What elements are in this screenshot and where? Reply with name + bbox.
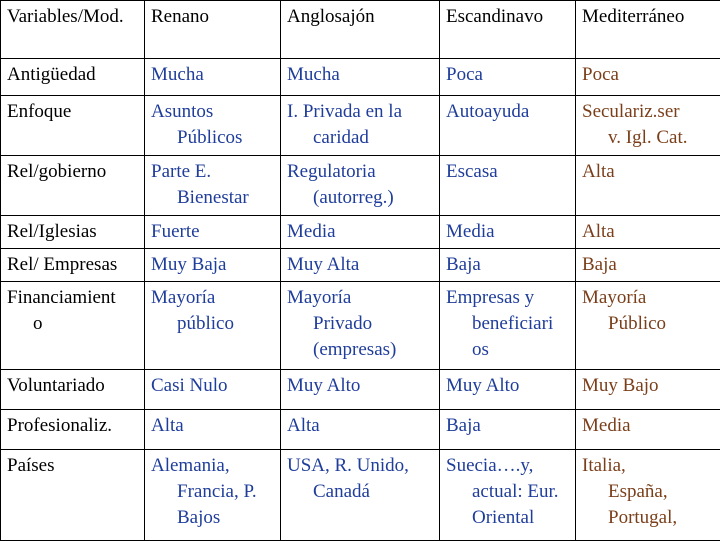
cell-escandinavo [440, 410, 576, 450]
cell-anglosajon [281, 282, 440, 370]
cell-line: España, [582, 479, 716, 505]
cell-text [582, 159, 716, 185]
table-row [1, 410, 720, 450]
cell-text [151, 453, 276, 531]
header-cell-mediterraneo: Mediterráneo [576, 1, 720, 59]
cell-anglosajon [281, 450, 440, 541]
cell-renano [145, 249, 281, 282]
cell-line: Muy Bajo [582, 373, 716, 399]
cell-text [7, 413, 140, 439]
cell-escandinavo [440, 282, 576, 370]
cell-text [151, 413, 276, 439]
cell-text [151, 159, 276, 211]
cell-line: Alta [287, 413, 435, 439]
cell-line: Mucha [151, 62, 276, 88]
cell-renano [145, 59, 281, 96]
cell-variable [1, 156, 145, 216]
cell-anglosajon [281, 410, 440, 450]
cell-anglosajon [281, 370, 440, 410]
cell-escandinavo [440, 450, 576, 541]
cell-line: Escasa [446, 159, 571, 185]
cell-line: Media [446, 219, 571, 245]
table-row [1, 450, 720, 541]
cell-line: Rel/ Empresas [7, 252, 140, 278]
cell-line: Bienestar [151, 185, 276, 211]
header-cell-escandinavo: Escandinavo [440, 1, 576, 59]
cell-text [582, 453, 716, 531]
cell-text [151, 219, 276, 245]
cell-line: Baja [446, 413, 571, 439]
cell-escandinavo [440, 59, 576, 96]
header-cell-renano: Renano [145, 1, 281, 59]
cell-text [582, 219, 716, 245]
cell-line: actual: Eur. [446, 479, 571, 505]
header-cell-variables: Variables/Mod. [1, 1, 145, 59]
cell-mediterraneo [576, 216, 720, 249]
cell-line: Enfoque [7, 99, 140, 125]
cell-variable [1, 59, 145, 96]
cell-line: Parte E. [151, 159, 276, 185]
cell-line: Muy Alta [287, 252, 435, 278]
cell-line: Públicos [151, 125, 276, 151]
cell-text [7, 159, 140, 185]
cell-text [287, 159, 435, 211]
cell-line: (empresas) [287, 337, 435, 363]
cell-variable [1, 216, 145, 249]
cell-text [7, 453, 140, 479]
cell-text [446, 62, 571, 88]
cell-line: Antigüedad [7, 62, 140, 88]
cell-text [7, 252, 140, 278]
cell-line: Alemania, [151, 453, 276, 479]
cell-line: Rel/gobierno [7, 159, 140, 185]
cell-variable [1, 96, 145, 156]
cell-text [7, 373, 140, 399]
cell-renano [145, 96, 281, 156]
cell-line: os [446, 337, 571, 363]
cell-line: Media [582, 413, 716, 439]
cell-line: Seculariz.ser [582, 99, 716, 125]
cell-text [287, 453, 435, 505]
cell-line: Mayoría [287, 285, 435, 311]
cell-line: Países [7, 453, 140, 479]
cell-text [151, 285, 276, 337]
cell-variable [1, 282, 145, 370]
cell-line: Asuntos [151, 99, 276, 125]
cell-line: Poca [582, 62, 716, 88]
cell-text [446, 413, 571, 439]
cell-text [582, 62, 716, 88]
cell-line: I. Privada en la [287, 99, 435, 125]
cell-line: Canadá [287, 479, 435, 505]
cell-line: v. Igl. Cat. [582, 125, 716, 151]
cell-anglosajon [281, 59, 440, 96]
cell-variable [1, 450, 145, 541]
cell-line: Oriental [446, 505, 571, 531]
cell-line: Muy Alto [446, 373, 571, 399]
table-row [1, 282, 720, 370]
cell-escandinavo [440, 370, 576, 410]
cell-line: USA, R. Unido, [287, 453, 435, 479]
cell-line: Empresas y [446, 285, 571, 311]
cell-text [582, 99, 716, 151]
cell-text [151, 62, 276, 88]
cell-variable [1, 410, 145, 450]
header-row [1, 1, 720, 59]
cell-line: Privado [287, 311, 435, 337]
cell-text [446, 373, 571, 399]
cell-text [151, 252, 276, 278]
cell-text [7, 219, 140, 245]
cell-text [582, 252, 716, 278]
cell-line: Muy Alto [287, 373, 435, 399]
cell-line: Muy Baja [151, 252, 276, 278]
cell-escandinavo [440, 216, 576, 249]
cell-text [446, 285, 571, 363]
cell-line: Media [287, 219, 435, 245]
cell-anglosajon [281, 249, 440, 282]
cell-text [582, 373, 716, 399]
cell-line: caridad [287, 125, 435, 151]
cell-mediterraneo [576, 249, 720, 282]
cell-renano [145, 216, 281, 249]
cell-line: (autorreg.) [287, 185, 435, 211]
cell-text [446, 453, 571, 531]
cell-line: Suecia….y, [446, 453, 571, 479]
cell-line: Regulatoria [287, 159, 435, 185]
cell-line: Mayoría [151, 285, 276, 311]
cell-line: Alta [151, 413, 276, 439]
cell-line: Público [582, 311, 716, 337]
cell-mediterraneo [576, 410, 720, 450]
cell-line: Casi Nulo [151, 373, 276, 399]
cell-renano [145, 282, 281, 370]
cell-mediterraneo [576, 282, 720, 370]
cell-text [287, 62, 435, 88]
table-row [1, 216, 720, 249]
header-cell-anglosajon: Anglosajón [281, 1, 440, 59]
cell-text [287, 373, 435, 399]
cell-text [446, 252, 571, 278]
cell-escandinavo [440, 96, 576, 156]
cell-line: Alta [582, 159, 716, 185]
cell-escandinavo [440, 249, 576, 282]
cell-line: o [7, 311, 140, 337]
cell-text [582, 285, 716, 337]
cell-renano [145, 370, 281, 410]
cell-line: Francia, P. [151, 479, 276, 505]
cell-anglosajon [281, 156, 440, 216]
cell-line: Portugal, [582, 505, 716, 531]
cell-text [287, 99, 435, 151]
cell-line: Voluntariado [7, 373, 140, 399]
cell-text [287, 219, 435, 245]
cell-line: Baja [446, 252, 571, 278]
cell-text [151, 373, 276, 399]
cell-mediterraneo [576, 59, 720, 96]
cell-line: Autoayuda [446, 99, 571, 125]
table-row [1, 370, 720, 410]
cell-text [287, 413, 435, 439]
cell-text [151, 99, 276, 151]
cell-line: Bajos [151, 505, 276, 531]
cell-text [287, 252, 435, 278]
cell-line: Mayoría [582, 285, 716, 311]
cell-text [7, 99, 140, 125]
table-row [1, 249, 720, 282]
cell-line: Mucha [287, 62, 435, 88]
cell-text [446, 159, 571, 185]
table-row [1, 96, 720, 156]
cell-renano [145, 450, 281, 541]
cell-mediterraneo [576, 156, 720, 216]
cell-renano [145, 410, 281, 450]
cell-line: Rel/Iglesias [7, 219, 140, 245]
cell-line: Financiamient [7, 285, 140, 311]
cell-text [582, 413, 716, 439]
cell-line: Profesionaliz. [7, 413, 140, 439]
cell-renano [145, 156, 281, 216]
cell-mediterraneo [576, 370, 720, 410]
cell-text [7, 62, 140, 88]
cell-line: Poca [446, 62, 571, 88]
cell-variable [1, 370, 145, 410]
cell-line: Alta [582, 219, 716, 245]
cell-escandinavo [440, 156, 576, 216]
cell-line: público [151, 311, 276, 337]
cell-text [7, 285, 140, 337]
cell-line: Italia, [582, 453, 716, 479]
table-row [1, 156, 720, 216]
table-row [1, 59, 720, 96]
cell-text [446, 219, 571, 245]
cell-text [287, 285, 435, 363]
cell-mediterraneo [576, 96, 720, 156]
cell-line: Baja [582, 252, 716, 278]
cell-variable [1, 249, 145, 282]
cell-line: Fuerte [151, 219, 276, 245]
cell-mediterraneo [576, 450, 720, 541]
cell-anglosajon [281, 96, 440, 156]
cell-anglosajon [281, 216, 440, 249]
cell-text [446, 99, 571, 125]
cell-line: beneficiari [446, 311, 571, 337]
